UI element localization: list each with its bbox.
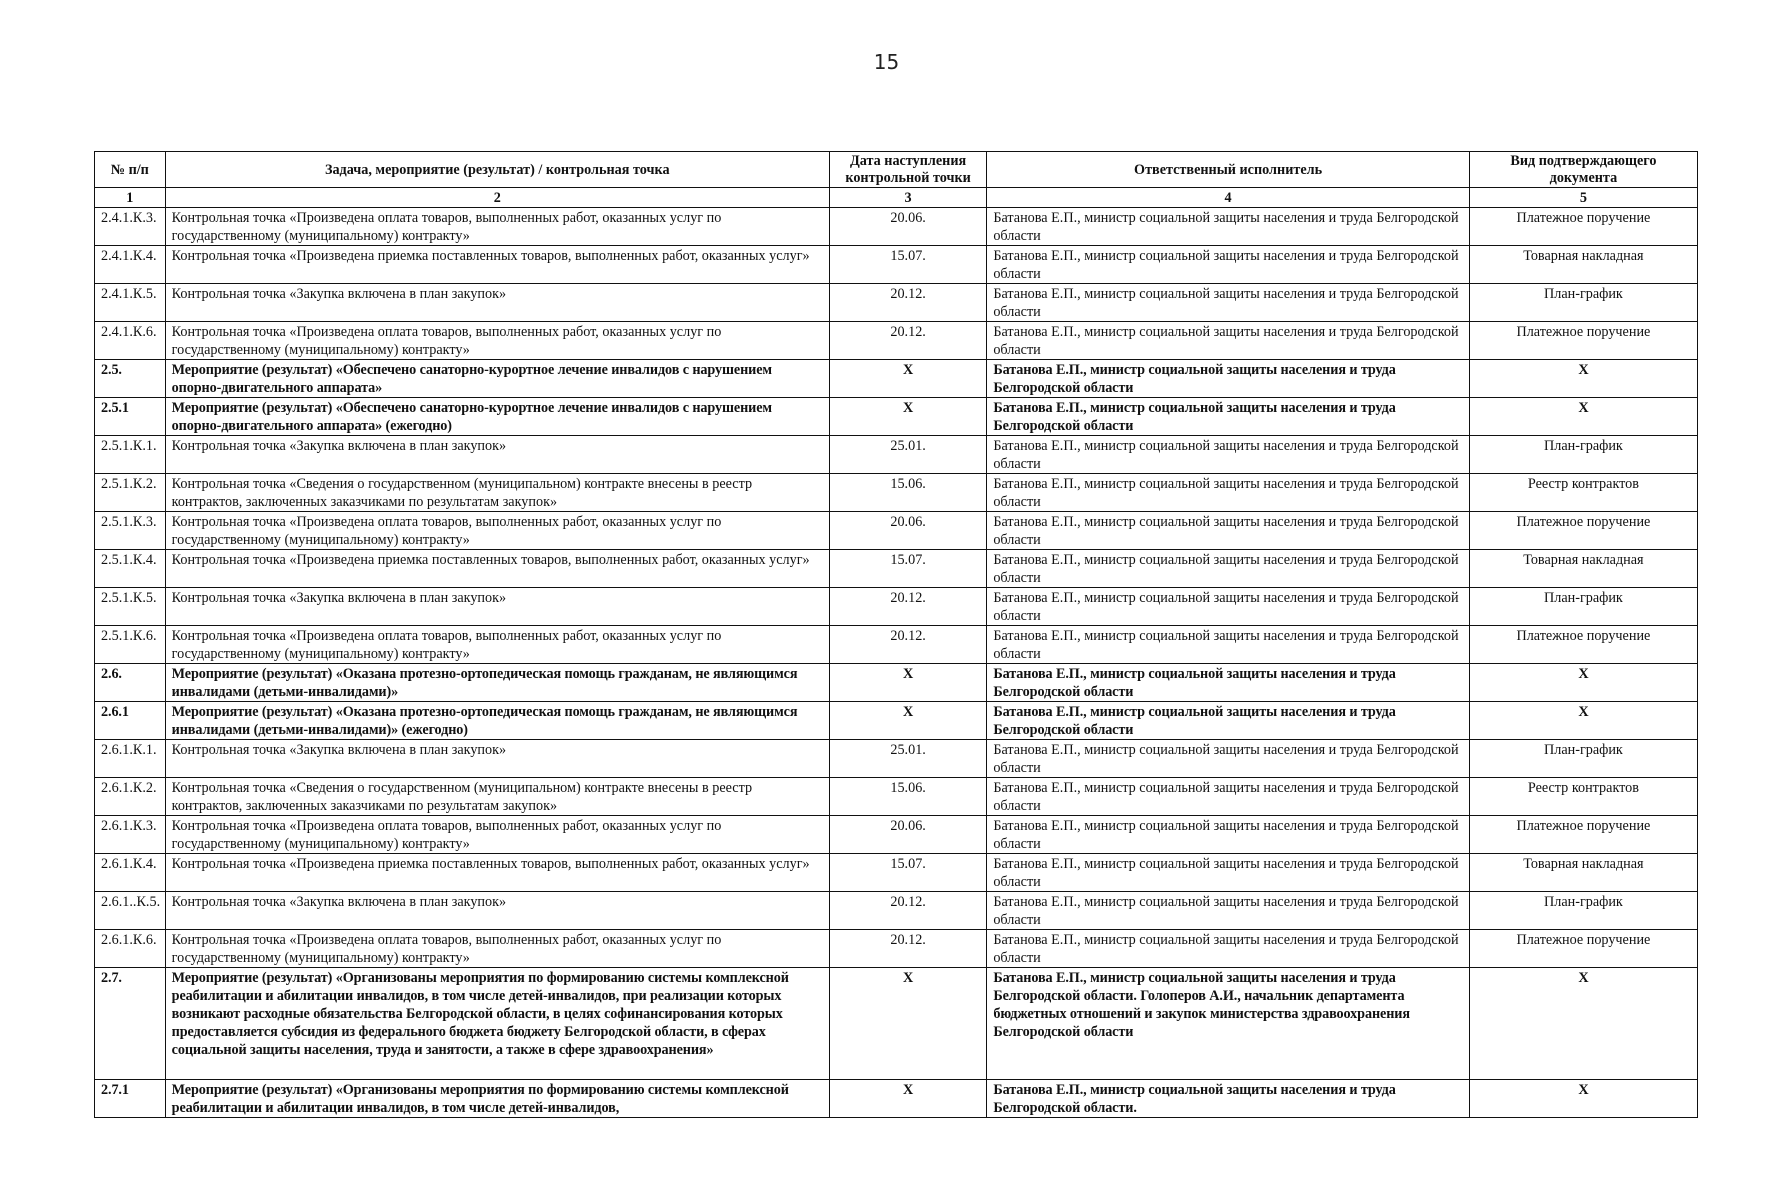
- row-date: 15.07.: [829, 246, 986, 284]
- row-responsible: Батанова Е.П., министр социальной защиты населения и труда Белгородской области: [987, 474, 1470, 512]
- table-row: [95, 588, 1698, 626]
- row-document-type: Платежное поручение: [1469, 930, 1697, 968]
- table-row: [95, 740, 1698, 778]
- row-date: 25.01.: [829, 436, 986, 474]
- row-date: 20.12.: [829, 930, 986, 968]
- row-task: Контрольная точка «Произведена оплата товаров, выполненных работ, оказанных услуг по государственному (муниципальному) контракту»: [165, 816, 829, 854]
- row-date: 20.12.: [829, 322, 986, 360]
- row-date: 20.12.: [829, 626, 986, 664]
- table-row: [95, 930, 1698, 968]
- column-number: 1: [95, 188, 166, 208]
- row-number: 2.6.1..К.5.: [95, 892, 166, 930]
- row-responsible: Батанова Е.П., министр социальной защиты населения и труда Белгородской области: [987, 778, 1470, 816]
- row-task: Контрольная точка «Произведена приемка поставленных товаров, выполненных работ, оказанных услуг»: [165, 550, 829, 588]
- row-document-type: Платежное поручение: [1469, 208, 1697, 246]
- row-date: 20.12.: [829, 892, 986, 930]
- row-responsible: Батанова Е.П., министр социальной защиты населения и труда Белгородской области: [987, 664, 1470, 702]
- row-date: 20.06.: [829, 816, 986, 854]
- row-number: 2.4.1.К.3.: [95, 208, 166, 246]
- row-task: Контрольная точка «Сведения о государственном (муниципальном) контракте внесены в реестр контрактов, заключенных заказчиками по результатам закупок»: [165, 474, 829, 512]
- header-date: Дата наступления контрольной точки: [829, 152, 986, 188]
- table-row: [95, 512, 1698, 550]
- row-document-type: X: [1469, 1080, 1697, 1118]
- row-date: 20.06.: [829, 512, 986, 550]
- row-task: Контрольная точка «Закупка включена в план закупок»: [165, 436, 829, 474]
- control-points-table: [94, 151, 1698, 1118]
- table-row: [95, 778, 1698, 816]
- row-task: Мероприятие (результат) «Обеспечено санаторно-курортное лечение инвалидов с нарушением опорно-двигательного аппарата»: [165, 360, 829, 398]
- table-row: [95, 398, 1698, 436]
- table-row: [95, 360, 1698, 398]
- table-body: [95, 208, 1698, 1118]
- row-document-type: План-график: [1469, 892, 1697, 930]
- row-number: 2.6.1.К.3.: [95, 816, 166, 854]
- row-task: Контрольная точка «Произведена оплата товаров, выполненных работ, оказанных услуг по государственному (муниципальному) контракту»: [165, 930, 829, 968]
- row-document-type: Платежное поручение: [1469, 322, 1697, 360]
- row-number: 2.6.1.К.4.: [95, 854, 166, 892]
- row-task: Контрольная точка «Произведена приемка поставленных товаров, выполненных работ, оказанных услуг»: [165, 246, 829, 284]
- row-date: 15.06.: [829, 778, 986, 816]
- row-responsible: Батанова Е.П., министр социальной защиты населения и труда Белгородской области: [987, 208, 1470, 246]
- row-document-type: X: [1469, 398, 1697, 436]
- row-date: X: [829, 360, 986, 398]
- row-date: 20.12.: [829, 284, 986, 322]
- row-responsible: Батанова Е.П., министр социальной защиты населения и труда Белгородской области: [987, 284, 1470, 322]
- row-task: Мероприятие (результат) «Обеспечено санаторно-курортное лечение инвалидов с нарушением опорно-двигательного аппарата» (ежегодно): [165, 398, 829, 436]
- row-task: Контрольная точка «Сведения о государственном (муниципальном) контракте внесены в реестр контрактов, заключенных заказчиками по результатам закупок»: [165, 778, 829, 816]
- row-number: 2.5.1.К.5.: [95, 588, 166, 626]
- row-document-type: X: [1469, 360, 1697, 398]
- row-number: 2.5.1.К.6.: [95, 626, 166, 664]
- table-row: [95, 892, 1698, 930]
- column-number: 5: [1469, 188, 1697, 208]
- row-task: Контрольная точка «Закупка включена в план закупок»: [165, 892, 829, 930]
- header-task: Задача, мероприятие (результат) / контрольная точка: [165, 152, 829, 188]
- row-task: Мероприятие (результат) «Оказана протезно-ортопедическая помощь гражданам, не являющимся инвалидами (детьми-инвалидами)» (ежегодно): [165, 702, 829, 740]
- row-responsible: Батанова Е.П., министр социальной защиты населения и труда Белгородской области.: [987, 1080, 1470, 1118]
- row-document-type: Реестр контрактов: [1469, 474, 1697, 512]
- row-document-type: Платежное поручение: [1469, 512, 1697, 550]
- row-task: Мероприятие (результат) «Оказана протезно-ортопедическая помощь гражданам, не являющимся инвалидами (детьми-инвалидами)»: [165, 664, 829, 702]
- row-number: 2.6.1.К.2.: [95, 778, 166, 816]
- row-date: X: [829, 968, 986, 1080]
- row-responsible: Батанова Е.П., министр социальной защиты населения и труда Белгородской области: [987, 360, 1470, 398]
- row-document-type: X: [1469, 702, 1697, 740]
- column-number: 3: [829, 188, 986, 208]
- row-number: 2.6.1: [95, 702, 166, 740]
- row-task: Контрольная точка «Произведена оплата товаров, выполненных работ, оказанных услуг по государственному (муниципальному) контракту»: [165, 626, 829, 664]
- row-date: 15.07.: [829, 550, 986, 588]
- table-row: [95, 1080, 1698, 1118]
- row-number: 2.4.1.К.5.: [95, 284, 166, 322]
- row-responsible: Батанова Е.П., министр социальной защиты населения и труда Белгородской области: [987, 550, 1470, 588]
- row-responsible: Батанова Е.П., министр социальной защиты населения и труда Белгородской области: [987, 816, 1470, 854]
- page-number: 15: [873, 50, 900, 74]
- row-responsible: Батанова Е.П., министр социальной защиты населения и труда Белгородской области: [987, 892, 1470, 930]
- table-row: [95, 208, 1698, 246]
- row-date: X: [829, 398, 986, 436]
- row-number: 2.7.1: [95, 1080, 166, 1118]
- row-number: 2.5.1.К.3.: [95, 512, 166, 550]
- row-document-type: План-график: [1469, 284, 1697, 322]
- table-row: [95, 550, 1698, 588]
- table-row: [95, 322, 1698, 360]
- row-task: Контрольная точка «Произведена оплата товаров, выполненных работ, оказанных услуг по государственному (муниципальному) контракту»: [165, 208, 829, 246]
- row-responsible: Батанова Е.П., министр социальной защиты населения и труда Белгородской области. Голоперов А.И., начальник департамента бюджетных отношений и закупок министерства здравоохранения Белгородской области: [987, 968, 1470, 1080]
- row-number: 2.5.1: [95, 398, 166, 436]
- row-number: 2.5.1.К.4.: [95, 550, 166, 588]
- row-date: 15.07.: [829, 854, 986, 892]
- table-row: [95, 702, 1698, 740]
- row-date: X: [829, 702, 986, 740]
- row-task: Контрольная точка «Закупка включена в план закупок»: [165, 740, 829, 778]
- row-number: 2.5.: [95, 360, 166, 398]
- row-document-type: Товарная накладная: [1469, 854, 1697, 892]
- table-row: [95, 664, 1698, 702]
- row-date: X: [829, 664, 986, 702]
- row-date: 15.06.: [829, 474, 986, 512]
- row-responsible: Батанова Е.П., министр социальной защиты населения и труда Белгородской области: [987, 436, 1470, 474]
- row-number: 2.7.: [95, 968, 166, 1080]
- header-num: № п/п: [95, 152, 166, 188]
- row-document-type: План-график: [1469, 436, 1697, 474]
- row-number: 2.4.1.К.6.: [95, 322, 166, 360]
- row-document-type: План-график: [1469, 740, 1697, 778]
- row-document-type: План-график: [1469, 588, 1697, 626]
- row-document-type: Платежное поручение: [1469, 626, 1697, 664]
- row-responsible: Батанова Е.П., министр социальной защиты населения и труда Белгородской области: [987, 626, 1470, 664]
- row-task: Контрольная точка «Произведена оплата товаров, выполненных работ, оказанных услуг по государственному (муниципальному) контракту»: [165, 322, 829, 360]
- table-header-row: [95, 152, 1698, 188]
- header-responsible: Ответственный исполнитель: [987, 152, 1470, 188]
- row-document-type: X: [1469, 664, 1697, 702]
- row-document-type: Реестр контрактов: [1469, 778, 1697, 816]
- row-responsible: Батанова Е.П., министр социальной защиты населения и труда Белгородской области: [987, 322, 1470, 360]
- row-date: X: [829, 1080, 986, 1118]
- table-row: [95, 626, 1698, 664]
- table-row: [95, 854, 1698, 892]
- header-doc: Вид подтверждающего документа: [1469, 152, 1697, 188]
- column-number-row: [95, 188, 1698, 208]
- row-document-type: Платежное поручение: [1469, 816, 1697, 854]
- row-number: 2.6.1.К.1.: [95, 740, 166, 778]
- row-document-type: X: [1469, 968, 1697, 1080]
- table-row: [95, 968, 1698, 1080]
- column-number: 4: [987, 188, 1470, 208]
- table-row: [95, 816, 1698, 854]
- table-row: [95, 474, 1698, 512]
- column-number: 2: [165, 188, 829, 208]
- table-row: [95, 246, 1698, 284]
- row-number: 2.5.1.К.1.: [95, 436, 166, 474]
- row-responsible: Батанова Е.П., министр социальной защиты населения и труда Белгородской области: [987, 588, 1470, 626]
- row-task: Контрольная точка «Произведена приемка поставленных товаров, выполненных работ, оказанных услуг»: [165, 854, 829, 892]
- row-number: 2.5.1.К.2.: [95, 474, 166, 512]
- row-date: 20.12.: [829, 588, 986, 626]
- row-number: 2.4.1.К.4.: [95, 246, 166, 284]
- row-date: 25.01.: [829, 740, 986, 778]
- row-responsible: Батанова Е.П., министр социальной защиты населения и труда Белгородской области: [987, 854, 1470, 892]
- table-row: [95, 284, 1698, 322]
- row-number: 2.6.1.К.6.: [95, 930, 166, 968]
- row-responsible: Батанова Е.П., министр социальной защиты населения и труда Белгородской области: [987, 702, 1470, 740]
- row-responsible: Батанова Е.П., министр социальной защиты населения и труда Белгородской области: [987, 246, 1470, 284]
- row-task: Мероприятие (результат) «Организованы мероприятия по формированию системы комплексной реабилитации и абилитации инвалидов, в том числе детей-инвалидов, при реализации которых возникают расходные обязательства Белгородской области, в целях софинансирования которых предоставляется субсидия из федерального бюджета бюджету Белгородской области, в сферах социальной защиты населения, труда и занятости, а также в сфере здравоохранения»: [165, 968, 829, 1080]
- row-task: Контрольная точка «Закупка включена в план закупок»: [165, 284, 829, 322]
- row-responsible: Батанова Е.П., министр социальной защиты населения и труда Белгородской области: [987, 740, 1470, 778]
- row-task: Контрольная точка «Закупка включена в план закупок»: [165, 588, 829, 626]
- table-row: [95, 436, 1698, 474]
- row-task: Контрольная точка «Произведена оплата товаров, выполненных работ, оказанных услуг по государственному (муниципальному) контракту»: [165, 512, 829, 550]
- row-responsible: Батанова Е.П., министр социальной защиты населения и труда Белгородской области: [987, 398, 1470, 436]
- row-responsible: Батанова Е.П., министр социальной защиты населения и труда Белгородской области: [987, 930, 1470, 968]
- row-document-type: Товарная накладная: [1469, 246, 1697, 284]
- row-task: Мероприятие (результат) «Организованы мероприятия по формированию системы комплексной реабилитации и абилитации инвалидов, в том числе детей-инвалидов,: [165, 1080, 829, 1118]
- row-responsible: Батанова Е.П., министр социальной защиты населения и труда Белгородской области: [987, 512, 1470, 550]
- row-date: 20.06.: [829, 208, 986, 246]
- row-document-type: Товарная накладная: [1469, 550, 1697, 588]
- row-number: 2.6.: [95, 664, 166, 702]
